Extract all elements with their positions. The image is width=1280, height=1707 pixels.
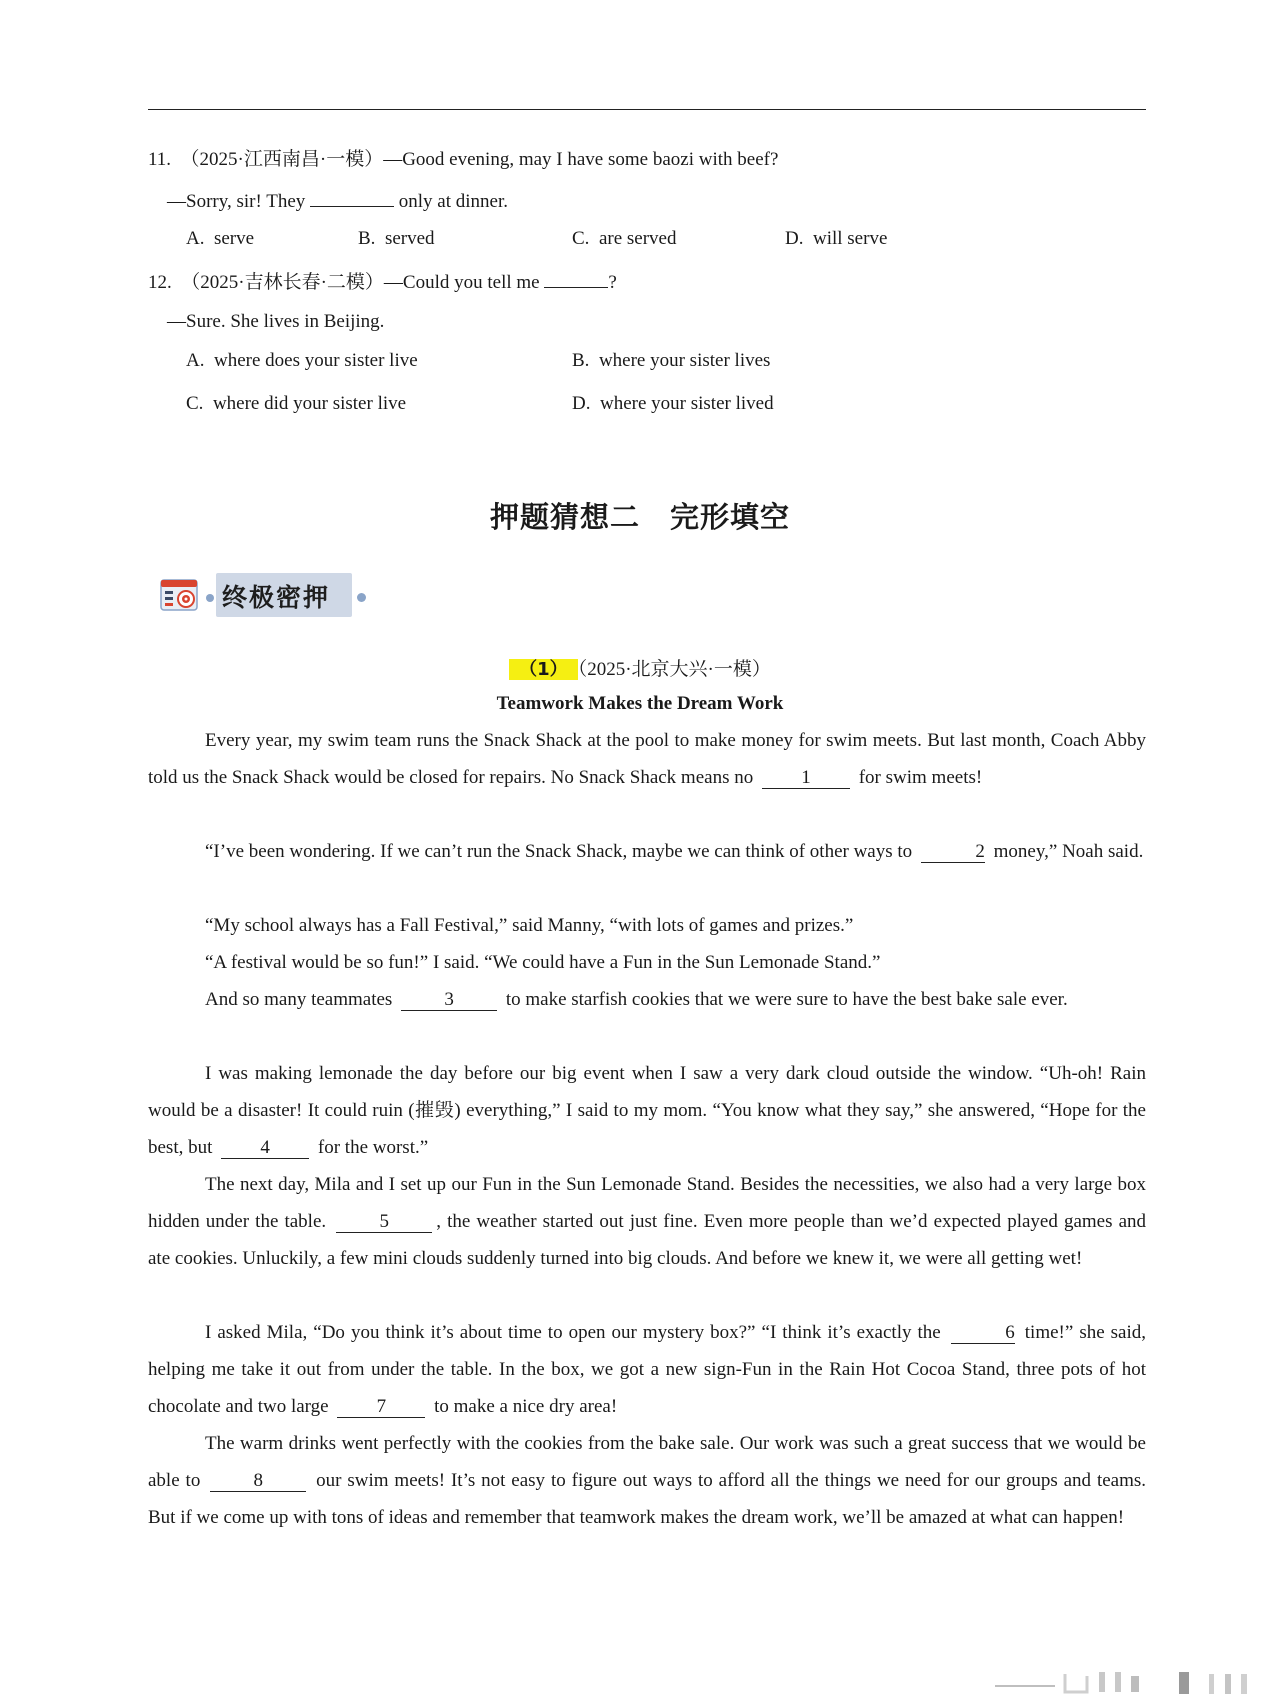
paragraph-1: Every year, my swim team runs the Snack Shack at the pool to make money for swim meets. But last month, Coach Abby told us the Snack Shack would be closed for repairs. No Snack Shack means no 1 for swim meets! bbox=[148, 730, 1146, 788]
option-c: C. are served bbox=[572, 228, 677, 249]
cloze-blank[interactable]: 5 bbox=[336, 1212, 432, 1233]
cloze-blank[interactable]: 8 bbox=[210, 1471, 306, 1492]
paragraph-2: “I’ve been wondering. If we can’t run the Snack Shack, maybe we can think of other ways to 2 money,” Noah said. bbox=[205, 841, 1144, 862]
cloze-blank[interactable]: 7 bbox=[337, 1397, 425, 1418]
paragraph-8: I asked Mila, “Do you think it’s about time to open our mystery box?” “I think it’s exactly the 6 time!” she said, helping me take it out from under the table. In the box, we got a new sign-Fun in the Rain Hot Cocoa Stand, three pots of hot chocolate and two large 7 to make a nice dry area! bbox=[148, 1322, 1147, 1417]
question-number: 12. bbox=[148, 272, 172, 293]
header-rule bbox=[148, 109, 1146, 110]
paragraph-6: I was making lemonade the day before our big event when I saw a very dark cloud outside the window. “Uh-oh! Rain would be a disaster! It could ruin (摧毁) everything,” I said to my mom. “You know what they say,” she answered, “Hope for the best, but 4 for the worst.” bbox=[148, 1063, 1146, 1158]
question-11-stem bbox=[148, 148, 778, 172]
passage-title: Teamwork Makes the Dream Work bbox=[496, 693, 784, 714]
option-b: B. served bbox=[358, 228, 435, 249]
paragraph-7: The next day, Mila and I set up our Fun in the Sun Lemonade Stand. Besides the necessities, we also had a very large box hidden under the table. 5 , the weather started out just fine. Even more people than we’d expected played games and ate cookies. Unluckily, a few mini clouds suddenly turned into big clouds. And before we knew it, we were all getting wet! bbox=[148, 1174, 1147, 1269]
reply-text: only at dinner. bbox=[398, 191, 508, 212]
paragraph-3: “My school always has a Fall Festival,” said Manny, “with lots of games and prizes.” bbox=[205, 915, 854, 936]
option-d: D. will serve bbox=[785, 228, 888, 249]
question-12-stem bbox=[148, 269, 617, 295]
question-source: （2025·江西南昌·一模） bbox=[180, 149, 384, 170]
cloze-blank[interactable]: 4 bbox=[221, 1138, 309, 1159]
question-number: 11. bbox=[148, 149, 172, 170]
question-source: （2025·吉林长春·二模） bbox=[181, 272, 384, 293]
option-c: C. where did your sister live bbox=[186, 393, 407, 414]
section-title-part: 完形填空 bbox=[670, 500, 791, 534]
passage-header bbox=[0, 654, 1280, 681]
question-12-reply: —Sure. She lives in Beijing. bbox=[167, 311, 385, 332]
cloze-blank[interactable]: 1 bbox=[762, 768, 850, 789]
cloze-blank[interactable]: 6 bbox=[951, 1323, 1015, 1344]
option-d: D. where your sister lived bbox=[572, 393, 774, 414]
cloze-blank[interactable]: 3 bbox=[401, 990, 497, 1011]
option-a: A. where does your sister live bbox=[186, 350, 418, 371]
paragraph-4: “A festival would be so fun!” I said. “We could have a Fun in the Sun Lemonade Stand.” bbox=[205, 952, 881, 973]
answer-blank bbox=[544, 269, 608, 288]
watermark-mark bbox=[995, 1668, 1265, 1698]
passage-number-highlight: （1） bbox=[509, 659, 578, 680]
target-calendar-icon bbox=[160, 577, 200, 613]
option-b: B. where your sister lives bbox=[572, 350, 771, 371]
section-title bbox=[0, 495, 1280, 536]
question-text: —Good evening, may I have some baozi with beef? bbox=[383, 149, 779, 170]
paragraph-5: And so many teammates 3 to make starfish cookies that we were sure to have the best bake sale ever. bbox=[205, 989, 1068, 1010]
reply-text: —Sorry, sir! They bbox=[167, 191, 306, 212]
ultimate-badge bbox=[160, 573, 366, 619]
section-title-part: 押题猜想二 bbox=[489, 500, 640, 534]
option-a: A. serve bbox=[186, 228, 255, 249]
question-11-reply bbox=[167, 188, 508, 214]
answer-blank bbox=[310, 188, 394, 207]
question-text: —Could you tell me bbox=[383, 272, 540, 293]
badge-label: 终极密押 bbox=[222, 583, 331, 612]
passage-source: （2025·北京大兴·一模） bbox=[577, 659, 771, 680]
decor-dot bbox=[357, 593, 366, 602]
question-text: ? bbox=[608, 272, 617, 293]
cloze-blank[interactable]: 2 bbox=[921, 842, 985, 863]
paragraph-9: The warm drinks went perfectly with the cookies from the bake sale. Our work was such a great success that we would be able to 8 our swim meets! It’s not easy to figure out ways to afford all the things we need for our groups and teams. But if we come up with tons of ideas and remember that teamwork makes the dream work, we’ll be amazed at what can happen! bbox=[148, 1433, 1147, 1528]
decor-dot bbox=[206, 594, 214, 602]
